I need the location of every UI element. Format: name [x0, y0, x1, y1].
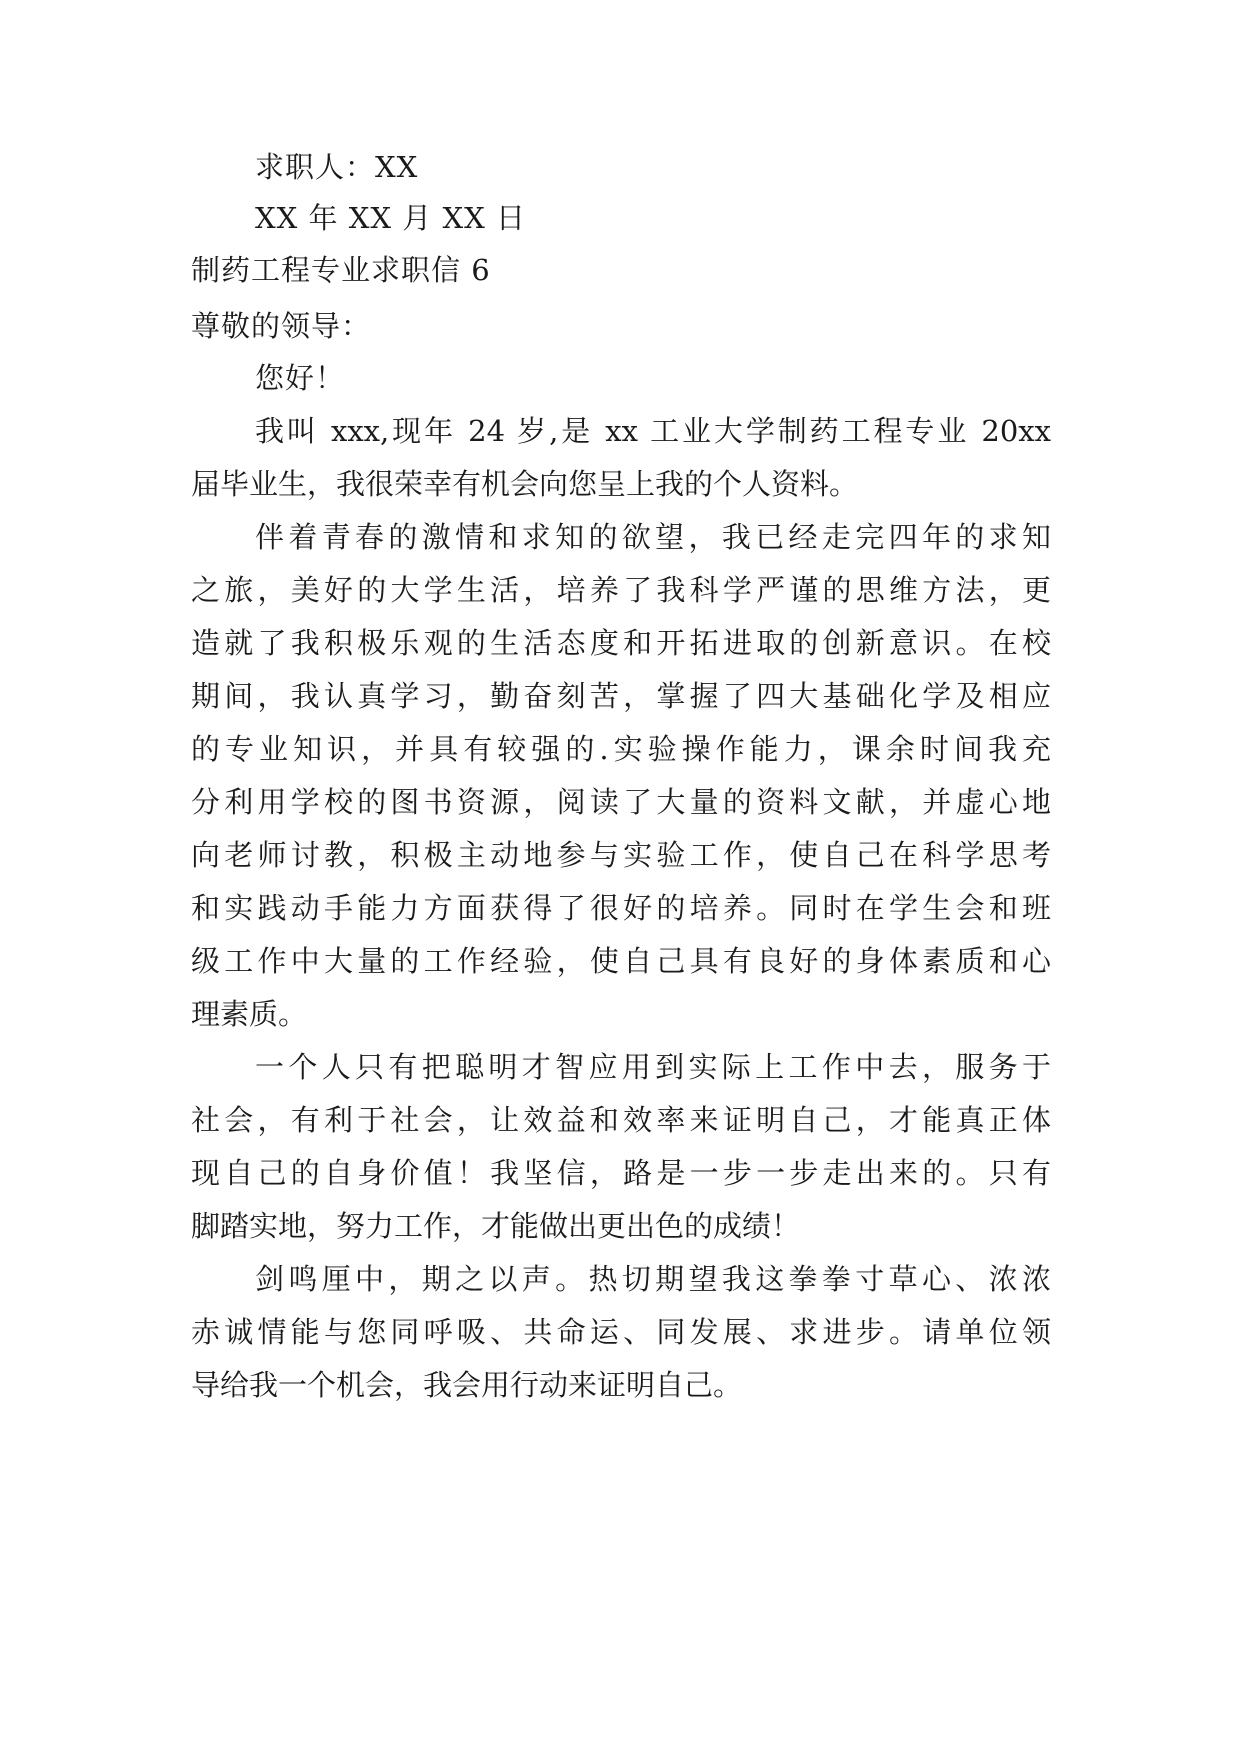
paragraph-line: 导给我一个机会，我会用行动来证明自己。 — [191, 1368, 743, 1402]
paragraph-line: 伴着青春的激情和求知的欲望，我已经走完四年的求知 — [255, 520, 1051, 554]
paragraph-line: 之旅，美好的大学生活，培养了我科学严谨的思维方法，更 — [191, 573, 1051, 607]
letter-title: 制药工程专业求职信 6 — [191, 253, 491, 287]
paragraph-line: 和实践动手能力方面获得了很好的培养。同时在学生会和班 — [191, 891, 1051, 925]
paragraph-line: 现自己的自身价值！我坚信，路是一步一步走出来的。只有 — [191, 1156, 1051, 1190]
paragraph-line: 届毕业生，我很荣幸有机会向您呈上我的个人资料。 — [191, 467, 859, 501]
greeting: 您好！ — [255, 361, 346, 395]
paragraph-line: 造就了我积极乐观的生活态度和开拓进取的创新意识。在校 — [191, 626, 1051, 660]
paragraph-line: 理素质。 — [191, 997, 308, 1031]
paragraph-line: 向老师讨教，积极主动地参与实验工作，使自己在科学思考 — [191, 838, 1051, 872]
paragraph-line: 期间，我认真学习，勤奋刻苦，掌握了四大基础化学及相应 — [191, 679, 1051, 713]
paragraph-line: 级工作中大量的工作经验，使自己具有良好的身体素质和心 — [191, 944, 1051, 978]
applicant-signature: 求职人：XX — [255, 150, 419, 184]
paragraph-line: 分利用学校的图书资源，阅读了大量的资料文献，并虚心地 — [191, 785, 1051, 819]
signature-date: XX 年 XX 月 XX 日 — [255, 201, 526, 235]
paragraph-line: 一个人只有把聪明才智应用到实际上工作中去，服务于 — [255, 1050, 1051, 1084]
paragraph-line: 剑鸣厘中，期之以声。热切期望我这拳拳寸草心、浓浓 — [255, 1262, 1051, 1296]
paragraph-line: 脚踏实地，努力工作，才能做出更出色的成绩！ — [191, 1209, 801, 1243]
salutation: 尊敬的领导： — [191, 309, 372, 343]
paragraph-line: 赤诚情能与您同呼吸、共命运、同发展、求进步。请单位领 — [191, 1315, 1051, 1349]
paragraph-line: 的专业知识，并具有较强的.实验操作能力，课余时间我充 — [191, 732, 1051, 766]
paragraph-line: 我叫 xxx,现年 24 岁,是 xx 工业大学制药工程专业 20xx — [255, 414, 1051, 448]
paragraph-line: 社会，有利于社会，让效益和效率来证明自己，才能真正体 — [191, 1103, 1051, 1137]
